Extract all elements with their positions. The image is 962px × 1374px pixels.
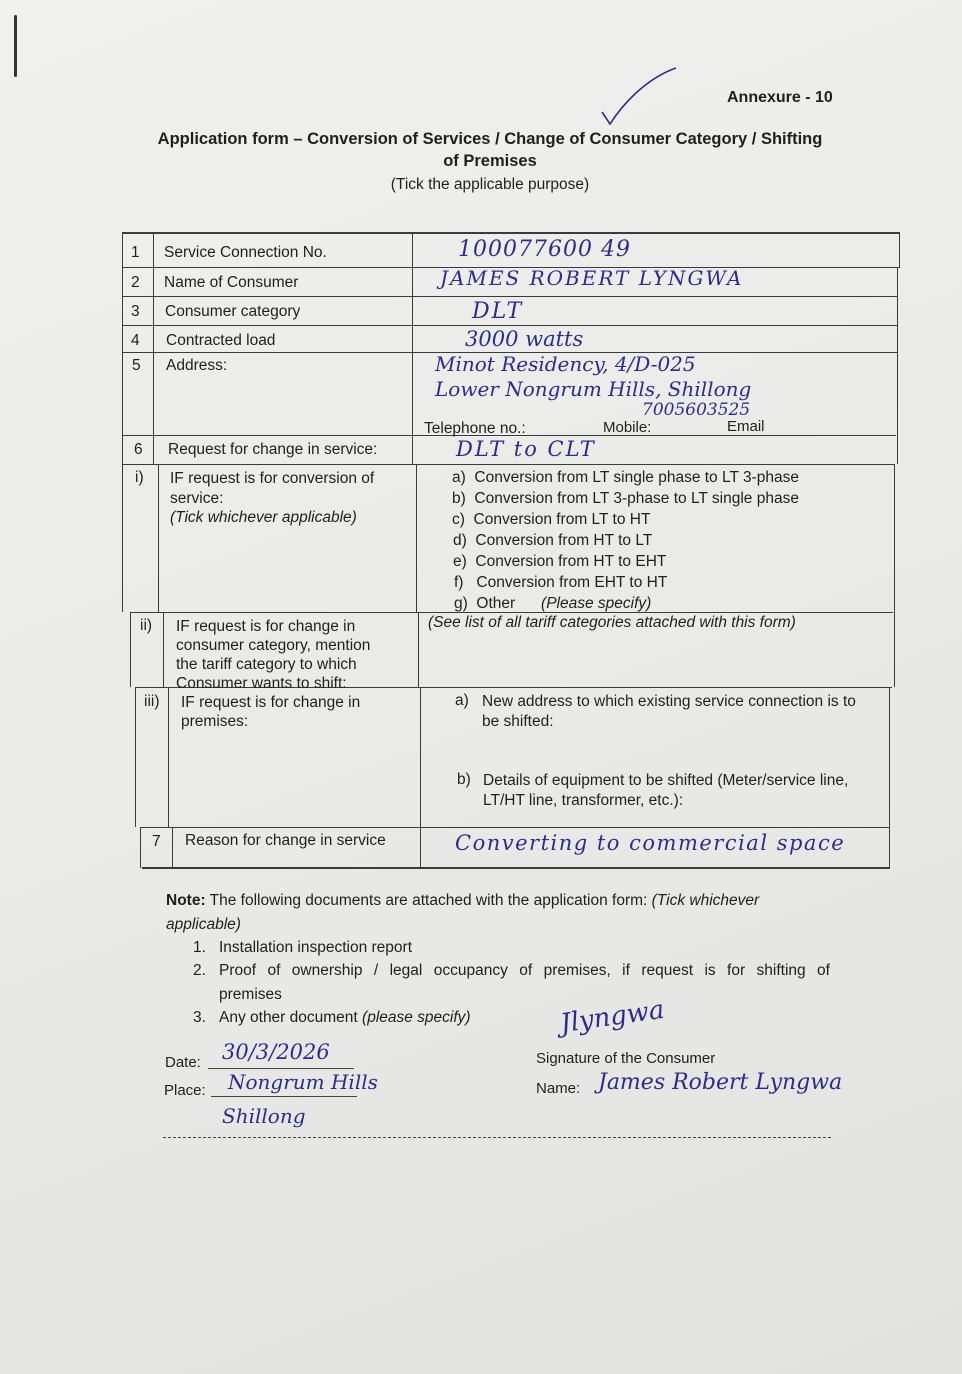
row-7-number: 7 [152,833,161,850]
doc-item-3-number: 3. [193,1009,206,1026]
date-value: 30/3/2026 [222,1040,330,1064]
row-i-number: i) [135,469,144,486]
option-c[interactable]: c) Conversion from LT to HT [452,511,651,528]
email-label: Email [727,418,765,435]
tariff-note: (See list of all tariff categories attached with this form) [428,614,796,631]
row-5-number: 5 [132,357,141,374]
conversion-label: IF request is for conversion of service: (Tick whichever applicable) [170,470,375,526]
category-change-label: IF request is for change in consumer category, mention the tariff category to which Consumer wants to shift: [176,618,371,692]
option-a[interactable]: a) Conversion from LT single phase to LT 3-phase [452,469,799,486]
consumer-signature: Jlyngwa [558,994,667,1040]
place-value-line-2: Shillong [222,1104,306,1128]
option-b[interactable]: b) Conversion from LT 3-phase to LT single phase [452,490,799,507]
check-mark-icon [598,66,682,126]
binder-mark [14,15,17,77]
address-line-1: Minot Residency, 4/D-025 [435,352,696,376]
note-applicable: applicable) [166,916,241,933]
row-4-number: 4 [131,332,140,349]
request-change-label: Request for change in service: [168,441,378,458]
mobile-value: 7005603525 [642,400,751,420]
doc-item-1[interactable]: Installation inspection report [219,939,413,956]
service-connection-value: 100077600 49 [458,237,631,262]
place-label: Place: [164,1082,206,1099]
name-label: Name: [536,1080,581,1097]
form-subtitle: (Tick the applicable purpose) [390,176,590,193]
telephone-label: Telephone no.: [424,420,526,437]
consumer-category-label: Consumer category [165,303,301,320]
reason-value: Converting to commercial space [455,831,846,855]
form-title: Application form – Conversion of Services / Change of Consumer Category / Shifting of Premises [157,130,823,170]
doc-item-2-continued: premises [219,986,282,1003]
premises-change-label: IF request is for change in premises: [181,694,361,730]
new-address-letter: a) [455,692,469,709]
address-line-2: Lower Nongrum Hills, Shillong [435,377,752,401]
consumer-name-label: Name of Consumer [164,274,299,291]
consumer-name-value: JAMES ROBERT LYNGWA [440,266,744,290]
consumer-name-signature: James Robert Lyngwa [598,1070,843,1095]
doc-item-1-number: 1. [193,939,206,956]
consumer-category-value: DLT [472,299,524,324]
annexure-label: Annexure - 10 [727,89,833,106]
note-paragraph: Note: The following documents are attached with the application form: (Tick whichever [166,892,760,909]
contracted-load-label: Contracted load [166,332,276,349]
equipment-letter: b) [457,771,471,788]
doc-item-2[interactable]: Proof of ownership / legal occupancy of premises, if request is for shifting of [219,962,830,979]
row-ii-number: ii) [140,617,153,634]
equipment-details-field[interactable]: Details of equipment to be shifted (Meter/service line, LT/HT line, transformer, etc.): [483,772,849,809]
row-iii-number: iii) [144,693,160,710]
row-3-number: 3 [131,303,140,320]
option-e[interactable]: e) Conversion from HT to EHT [453,553,667,570]
option-f[interactable]: f) Conversion from EHT to HT [454,574,668,591]
doc-item-3[interactable]: Any other document (please specify) [219,1009,471,1026]
cut-line-divider [163,1137,831,1138]
place-value: Nongrum Hills [228,1070,378,1094]
mobile-label: Mobile: [603,419,652,436]
request-change-value: DLT to CLT [456,437,596,461]
date-label: Date: [165,1054,201,1071]
new-address-field[interactable]: New address to which existing service connection is to be shifted: [482,693,856,730]
signature-label: Signature of the Consumer [536,1050,716,1067]
contracted-load-value: 3000 watts [465,327,584,351]
reason-label: Reason for change in service [185,832,386,849]
row-1-number: 1 [131,244,140,261]
option-g[interactable]: g) Other (Please specify) [454,595,652,612]
option-d[interactable]: d) Conversion from HT to LT [453,532,653,549]
row-2-number: 2 [131,274,140,291]
service-connection-label: Service Connection No. [164,244,327,261]
doc-item-2-number: 2. [193,962,206,979]
row-6-number: 6 [134,441,143,458]
address-label: Address: [166,357,228,374]
